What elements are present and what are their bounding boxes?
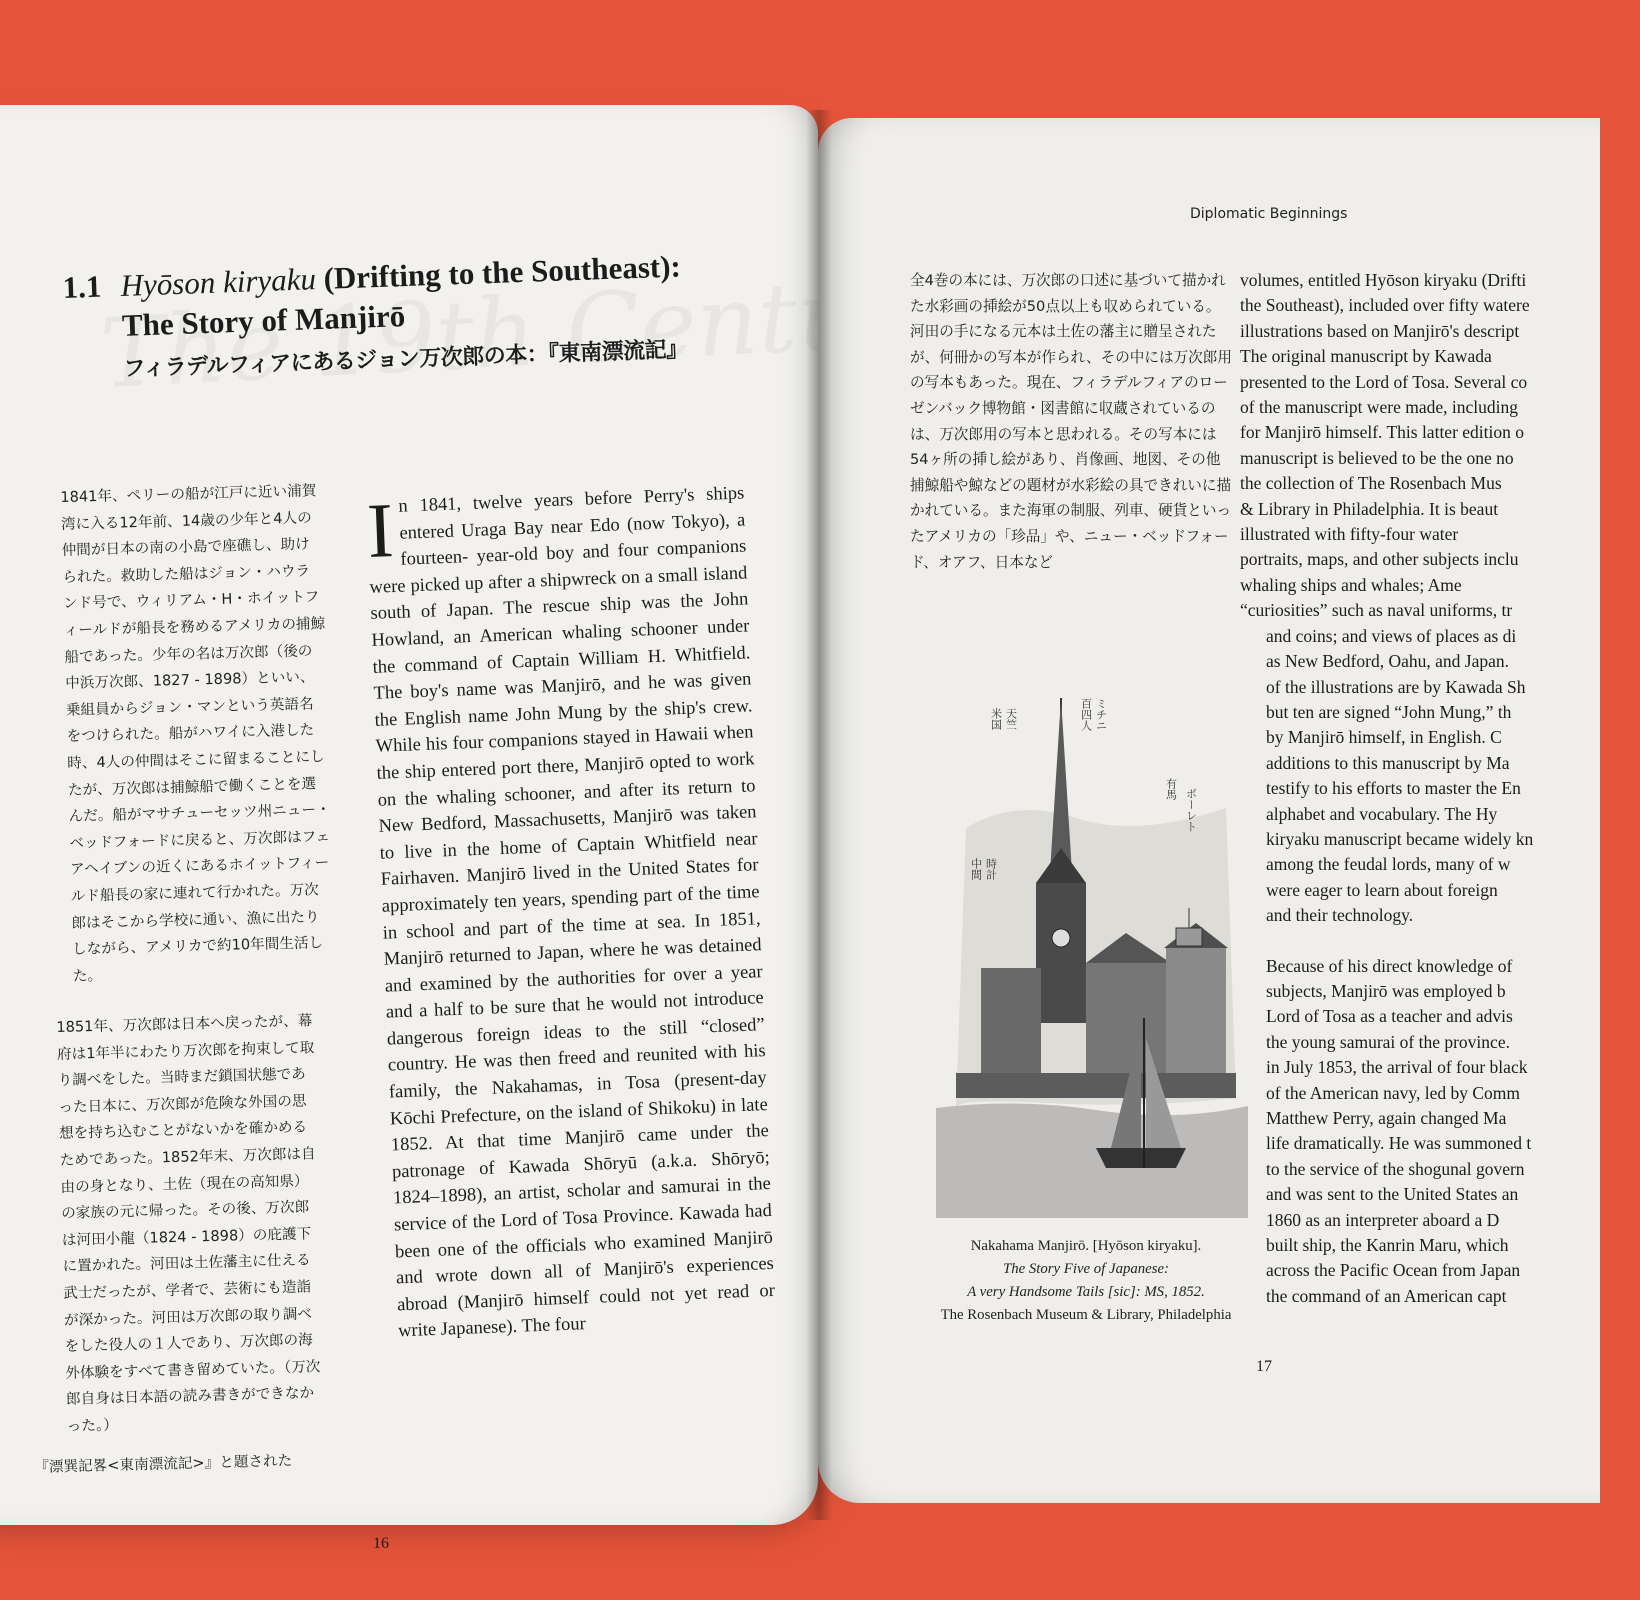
heading-japanese-title: フィラデルフィアにあるジョン万次郎の本：『東南漂流記』 [123,337,689,382]
text-line: were eager to learn about foreign [1266,879,1498,900]
left-page [0,105,818,1552]
section-heading [62,246,766,385]
text-line: across the Pacific Ocean from Japan [1266,1260,1521,1281]
text-line: whaling ships and whales; Ame [1240,574,1462,595]
drop-cap: I [365,486,395,574]
english-lines-indented [1266,624,1640,929]
text-line: alphabet and vocabulary. The Hy [1266,803,1498,824]
text-line: but ten are signed “John Mung,” th [1266,701,1512,722]
text-line: and their technology. [1266,905,1414,926]
japanese-paragraph-3: 『漂巽記畧<東南漂流記>』と題された [34,1452,293,1476]
caption-line-3: A very Handsome Tails [sic]: MS, 1852. [967,1284,1205,1300]
text-line: the young samurai of the province. [1266,1031,1510,1052]
text-line: built ship, the Kanrin Maru, which [1266,1235,1509,1256]
text-line: among the feudal lords, many of w [1266,854,1511,875]
text-line: and was sent to the United States an [1266,1184,1519,1205]
caption-line-2: The Story Five of Japanese: [1002,1261,1169,1277]
text-line: 1860 as an interpreter aboard a D [1266,1209,1500,1230]
text-line: as New Bedford, Oahu, and Japan. [1266,651,1509,672]
page-number-left: 16 [373,1535,389,1552]
text-line: illustrations based on Manjirō's descript [1240,320,1520,341]
svg-text:時計: 時計 [984,858,998,880]
svg-text:ミチニ: ミチニ [1094,698,1108,731]
caption-line-1: Nakahama Manjirō. [Hyōson kiryaku]. [970,1238,1202,1254]
text-line: kiryaku manuscript became widely kn [1266,828,1534,849]
text-line: life dramatically. He was summoned t [1266,1133,1532,1154]
text-line: for Manjirō himself. This latter edition o [1240,422,1524,443]
japanese-paragraph-right: 全4巻の本には、万次郎の口述に基づいて描かれた水彩画の挿絵が50点以上も収められている。河田の手になる元本は土佐の藩主に贈呈されたが、何冊かの写本が作られ、その中には万次郎用の写本もあった。現在、フィラデルフィアのローゼンバック博物館・図書館に収蔵されているのは、万次郎用の写本と思われる。その写本には54ヶ所の挿し絵があり、肖像画、地図、その他捕鯨船や鯨などの題材が水彩絵の具できれいに描かれている。また海軍の制服、列車、硬貨といったアメリカの「珍品」や、ニュー・ベッドフォード、オアフ、日本など [910,272,1232,571]
page-number-right: 17 [1256,1358,1272,1375]
text-line: illustrated with fifty-four water [1240,524,1459,545]
heading-title-rest: (Drifting to the Southeast): [315,248,682,297]
text-line: Lord of Tosa as a teacher and advis [1266,1006,1513,1027]
svg-text:米国: 米国 [989,708,1003,730]
text-line: Because of his direct knowledge of [1266,955,1513,976]
text-line: manuscript is believed to be the one no [1240,447,1514,468]
svg-text:百四人: 百四人 [1079,698,1093,731]
svg-text:天竺: 天竺 [1004,708,1018,730]
text-line: to the service of the shogunal govern [1266,1158,1525,1179]
japanese-paragraph-2: 1851年、万次郎は日本へ戻ったが、幕府は1年半にわたり万次郎を拘束して取り調べをした。当時まだ鎖国状態であった日本に、万次郎が危険な外国の思想を持ち込むことがないかを確かめるためであった。1852年末、万次郎は自由の身となり、土佐（現在の高知県）の家族の元に帰った。その後、万次郎は河田小龍（1824 - 1898）の庇護下に置かれた。河田は土佐藩主に仕える武士だったが、学者で、芸術にも造詣が深かった。河田は万次郎の取り調べをした役人の１人であり、万次郎の海外体験をすべて書き留めていた。（万次郎自身は日本語の読み書きができなかった。） [56,1012,321,1435]
text-line: the command of an American capt [1266,1285,1507,1306]
text-line: the Southeast), included over fifty watere [1240,295,1530,316]
illustration-caption [902,1235,1270,1327]
running-head: Diplomatic Beginnings [1190,206,1348,222]
text-line: and coins; and views of places as di [1266,625,1517,646]
text-line: of the manuscript were made, including [1240,397,1518,418]
text-line: by Manjirō himself, in English. C [1266,727,1502,748]
japanese-paragraph-1: 1841年、ペリーの船が江戸に近い浦賀湾に入る12年前、14歳の少年と4人の仲間が日本の南の小島で座礁し、助けられた。救助した船はジョン・ハウランド号で、ウィリアム・H・ホイットフィールドが船長を務めるアメリカの捕鯨船であった。少年の名は万次郎（後の中浜万次郎、1827 - 1898）といい、乗組員からジョン・マンという英語名をつけられた。船がハワイに入港した時、4人の仲間はそこに留まることにしたが、万次郎は捕鯨船で働くことを選んだ。船がマサチューセッツ州ニュー・ベッドフォードに戻ると、万次郎はフェアヘイブンの近くにあるホイットフィールド船長の家に連れて行かれた。万次郎はそこから学校に通い、漁に出たりしながら、アメリカで約10年間生活した。 [60,482,331,985]
text-line: additions to this manuscript by Ma [1266,752,1510,773]
text-line: volumes, entitled Hyōson kiryaku (Drifti [1240,270,1527,290]
english-body-text: n 1841, twelve years before Perry's ships entered Uraga Bay near Edo (now Tokyo), a fourteen- year-old boy and four companions were picked up after a shipwreck on a small island south of Japan. The rescue ship was the John Howland, an American whaling schooner under the command of Captain William H. Whitfield. The boy's name was Manjirō, and he was given the English name John Mung by the ship's crew. While his four companions stayed in Hawaii when the ship entered port there, Manjirō opted to work on the whaling schooner, and after its return to New Bedford, Massachusetts, Manjirō was taken to live in the home of Captain Whitfield near Fairhaven. Manjirō lived in the United States for approximately ten years, spending part of the time in school and part of the time at sea. In 1851, Manjirō returned to Japan, where he was detained and examined by the authorities for over a year and a half to be sure that he would not introduce dangerous foreign ideas to the still “closed” country. He was then freed and reunited with his family, the Nakahamas, in Tosa (present-day Kōchi Prefecture, on the island of Shikoku) in late 1852. At that time Manjirō came under the patronage of Kawada Shōryū (a.k.a. Shōryō; 1824–1898), an artist, scholar and samurai in the service of the Lord of Tosa Province. Kawada had been one of the officials who examined Manjirō and wrote down all of Manjirō's experiences abroad (Manjirō himself could not yet read or write Japanese). The four [369,483,776,1342]
svg-text:有馬: 有馬 [1164,778,1178,800]
svg-text:中間: 中間 [969,858,983,880]
section-number: 1.1 [62,268,102,305]
text-line: the collection of The Rosenbach Mus [1240,473,1502,494]
text-line: subjects, Manjirō was employed b [1266,980,1506,1001]
text-line: in July 1853, the arrival of four black [1266,1057,1528,1078]
text-line: of the American navy, led by Comm [1266,1082,1521,1103]
right-page [818,118,1600,1503]
text-line: of the illustrations are by Kawada Sh [1266,676,1526,697]
heading-subtitle: The Story of Manjirō [121,298,406,343]
text-line: portraits, maps, and other subjects inclu [1240,549,1519,570]
text-line: “curiosities” such as naval uniforms, tr [1240,600,1513,621]
text-line: The original manuscript by Kawada [1240,346,1492,367]
illustration-cathedral-sketch [936,678,1248,1218]
caption-line-4: The Rosenbach Museum & Library, Philadelphia [940,1307,1232,1323]
english-body-right [1240,268,1640,1309]
text-line: & Library in Philadelphia. It is beaut [1240,498,1499,519]
book-spine-gutter [806,110,832,1520]
english-lines-top [1240,268,1640,624]
heading-italic-title: Hyōson kiryaku [119,261,317,303]
text-line: Matthew Perry, again changed Ma [1266,1108,1507,1128]
svg-text:ボーレト: ボーレト [1184,788,1198,832]
english-lines-second [1266,954,1640,1310]
text-line: testify to his efforts to master the En [1266,778,1521,799]
text-line: presented to the Lord of Tosa. Several co [1240,371,1528,392]
english-body-left [366,480,776,1345]
